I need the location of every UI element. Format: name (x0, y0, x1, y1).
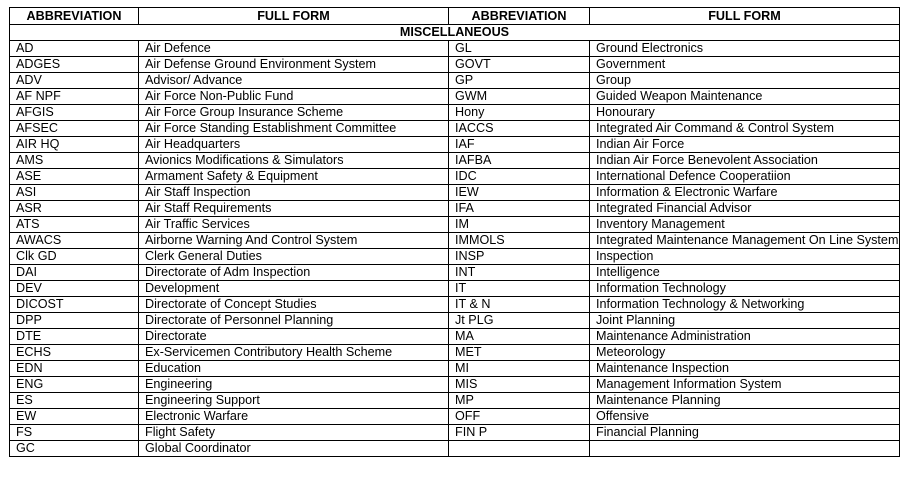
abbreviation-right-cell: FIN P (449, 425, 590, 441)
full-form-right-cell: Integrated Financial Advisor (590, 201, 900, 217)
full-form-left-cell: Air Defence (139, 41, 449, 57)
abbreviation-left-cell: ASE (10, 169, 139, 185)
table-row (10, 393, 900, 409)
full-form-right-cell: Management Information System (590, 377, 900, 393)
full-form-left-cell: Avionics Modifications & Simulators (139, 153, 449, 169)
full-form-left-cell: Air Force Group Insurance Scheme (139, 105, 449, 121)
full-form-right-cell: Group (590, 73, 900, 89)
full-form-left-cell: Global Coordinator (139, 441, 449, 457)
full-form-left-cell: Air Defense Ground Environment System (139, 57, 449, 73)
abbreviation-right-cell: MI (449, 361, 590, 377)
abbreviation-right-cell: IACCS (449, 121, 590, 137)
full-form-right-cell: Intelligence (590, 265, 900, 281)
abbreviation-right-cell (449, 441, 590, 457)
abbreviation-right-cell: IAF (449, 137, 590, 153)
full-form-right-cell: Inspection (590, 249, 900, 265)
full-form-right-cell (590, 441, 900, 457)
full-form-left-cell: Air Staff Requirements (139, 201, 449, 217)
full-form-left-cell: Air Force Standing Establishment Committee (139, 121, 449, 137)
abbreviation-left-cell: DTE (10, 329, 139, 345)
abbreviation-right-cell: IAFBA (449, 153, 590, 169)
full-form-right-cell: Inventory Management (590, 217, 900, 233)
table-row (10, 201, 900, 217)
header-abbreviation-left: ABBREVIATION (10, 8, 139, 25)
full-form-right-cell: International Defence Cooperatiion (590, 169, 900, 185)
full-form-left-cell: Directorate of Personnel Planning (139, 313, 449, 329)
abbreviation-right-cell: GP (449, 73, 590, 89)
table-row (10, 345, 900, 361)
full-form-left-cell: Flight Safety (139, 425, 449, 441)
abbreviation-right-cell: MIS (449, 377, 590, 393)
full-form-right-cell: Indian Air Force (590, 137, 900, 153)
abbreviation-left-cell: AFSEC (10, 121, 139, 137)
full-form-right-cell: Indian Air Force Benevolent Association (590, 153, 900, 169)
abbreviation-right-cell: IT (449, 281, 590, 297)
full-form-right-cell: Information Technology (590, 281, 900, 297)
abbreviation-left-cell: ASR (10, 201, 139, 217)
table-row (10, 281, 900, 297)
abbreviation-left-cell: DPP (10, 313, 139, 329)
table-body (10, 25, 900, 457)
abbreviation-left-cell: AFGIS (10, 105, 139, 121)
abbreviation-left-cell: FS (10, 425, 139, 441)
table-row (10, 217, 900, 233)
table-row (10, 313, 900, 329)
table-row (10, 153, 900, 169)
table-row (10, 377, 900, 393)
table-row (10, 409, 900, 425)
abbreviation-left-cell: DAI (10, 265, 139, 281)
abbreviation-right-cell: INT (449, 265, 590, 281)
full-form-right-cell: Information & Electronic Warfare (590, 185, 900, 201)
header-abbreviation-right: ABBREVIATION (449, 8, 590, 25)
header-full-form-right: FULL FORM (590, 8, 900, 25)
full-form-left-cell: Advisor/ Advance (139, 73, 449, 89)
abbreviation-right-cell: IDC (449, 169, 590, 185)
abbreviation-right-cell: Jt PLG (449, 313, 590, 329)
abbreviation-left-cell: ADGES (10, 57, 139, 73)
abbreviation-left-cell: ECHS (10, 345, 139, 361)
full-form-right-cell: Integrated Air Command & Control System (590, 121, 900, 137)
abbreviation-left-cell: ADV (10, 73, 139, 89)
abbreviation-left-cell: AD (10, 41, 139, 57)
abbreviation-right-cell: MET (449, 345, 590, 361)
abbreviation-right-cell: MP (449, 393, 590, 409)
table-row (10, 137, 900, 153)
section-row (10, 25, 900, 41)
table-row (10, 425, 900, 441)
abbreviation-left-cell: EW (10, 409, 139, 425)
abbreviation-left-cell: ENG (10, 377, 139, 393)
full-form-left-cell: Engineering Support (139, 393, 449, 409)
table-row (10, 41, 900, 57)
header-full-form-left: FULL FORM (139, 8, 449, 25)
full-form-left-cell: Development (139, 281, 449, 297)
full-form-right-cell: Joint Planning (590, 313, 900, 329)
full-form-left-cell: Air Headquarters (139, 137, 449, 153)
full-form-left-cell: Air Staff Inspection (139, 185, 449, 201)
abbreviation-right-cell: IEW (449, 185, 590, 201)
abbreviation-right-cell: IFA (449, 201, 590, 217)
full-form-left-cell: Armament Safety & Equipment (139, 169, 449, 185)
full-form-right-cell: Ground Electronics (590, 41, 900, 57)
abbreviation-left-cell: AWACS (10, 233, 139, 249)
table-row (10, 57, 900, 73)
table-row (10, 233, 900, 249)
full-form-left-cell: Air Traffic Services (139, 217, 449, 233)
full-form-right-cell: Maintenance Inspection (590, 361, 900, 377)
full-form-left-cell: Education (139, 361, 449, 377)
abbreviation-left-cell: DEV (10, 281, 139, 297)
abbreviation-left-cell: EDN (10, 361, 139, 377)
full-form-left-cell: Air Force Non-Public Fund (139, 89, 449, 105)
abbreviation-right-cell: INSP (449, 249, 590, 265)
table-row (10, 329, 900, 345)
full-form-left-cell: Directorate of Concept Studies (139, 297, 449, 313)
full-form-left-cell: Clerk General Duties (139, 249, 449, 265)
full-form-left-cell: Directorate (139, 329, 449, 345)
abbreviation-right-cell: OFF (449, 409, 590, 425)
abbreviation-left-cell: ASI (10, 185, 139, 201)
table-row (10, 73, 900, 89)
abbreviation-left-cell: ES (10, 393, 139, 409)
full-form-right-cell: Offensive (590, 409, 900, 425)
table-row (10, 249, 900, 265)
table-row (10, 121, 900, 137)
full-form-right-cell: Maintenance Administration (590, 329, 900, 345)
full-form-left-cell: Directorate of Adm Inspection (139, 265, 449, 281)
abbreviation-left-cell: AF NPF (10, 89, 139, 105)
abbreviation-left-cell: Clk GD (10, 249, 139, 265)
abbreviation-right-cell: GL (449, 41, 590, 57)
abbreviation-left-cell: AMS (10, 153, 139, 169)
full-form-right-cell: Financial Planning (590, 425, 900, 441)
table-row (10, 169, 900, 185)
full-form-right-cell: Meteorology (590, 345, 900, 361)
table-row (10, 185, 900, 201)
full-form-right-cell: Honourary (590, 105, 900, 121)
full-form-right-cell: Maintenance Planning (590, 393, 900, 409)
abbreviation-right-cell: GOVT (449, 57, 590, 73)
table-row (10, 361, 900, 377)
abbreviation-left-cell: ATS (10, 217, 139, 233)
full-form-left-cell: Airborne Warning And Control System (139, 233, 449, 249)
full-form-left-cell: Electronic Warfare (139, 409, 449, 425)
full-form-right-cell: Guided Weapon Maintenance (590, 89, 900, 105)
full-form-right-cell: Government (590, 57, 900, 73)
header-row (10, 8, 900, 25)
full-form-right-cell: Integrated Maintenance Management On Line System (590, 233, 900, 249)
full-form-right-cell: Information Technology & Networking (590, 297, 900, 313)
abbreviation-right-cell: IMMOLS (449, 233, 590, 249)
full-form-left-cell: Ex-Servicemen Contributory Health Scheme (139, 345, 449, 361)
abbreviation-table (9, 7, 900, 457)
table-row (10, 105, 900, 121)
abbreviation-right-cell: IM (449, 217, 590, 233)
table-row (10, 297, 900, 313)
abbreviation-right-cell: IT & N (449, 297, 590, 313)
full-form-left-cell: Engineering (139, 377, 449, 393)
abbreviation-left-cell: DICOST (10, 297, 139, 313)
table-row (10, 441, 900, 457)
abbreviation-left-cell: GC (10, 441, 139, 457)
table-row (10, 265, 900, 281)
section-title: MISCELLANEOUS (10, 25, 900, 41)
abbreviation-right-cell: MA (449, 329, 590, 345)
table-row (10, 89, 900, 105)
abbreviation-left-cell: AIR HQ (10, 137, 139, 153)
abbreviation-right-cell: GWM (449, 89, 590, 105)
abbreviation-right-cell: Hony (449, 105, 590, 121)
